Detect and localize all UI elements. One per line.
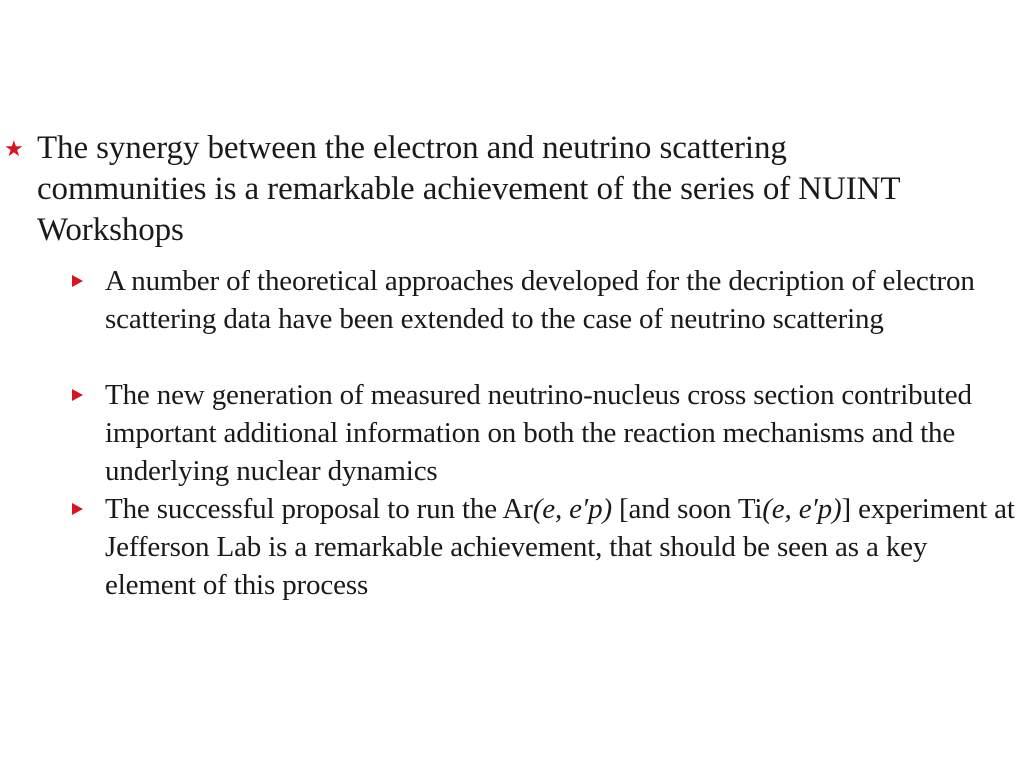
main-bullet-text: The synergy between the electron and neutrino scattering communities is a remarkable achievement of the series of NUINT Workshops: [37, 130, 900, 248]
sub-bullet-text: A number of theoretical approaches developed for the decription of electron scattering data have been extended to the case of neutrino scattering: [105, 265, 975, 335]
sub-bullet-text: [105, 490, 1017, 604]
triangle-bullet-icon: [72, 503, 83, 515]
triangle-bullet-icon: [72, 389, 83, 401]
titanium-reaction: (e, e′p): [762, 493, 842, 525]
sub-bullet-item: [0, 490, 1024, 604]
titanium-symbol: Ti: [737, 493, 763, 525]
sub-bullet-item: [0, 262, 1024, 376]
sub-bullet-list: [0, 262, 1024, 604]
text-segment: [and soon: [611, 493, 738, 525]
triangle-bullet-icon: [72, 275, 83, 287]
sub-bullet-item: [0, 376, 1024, 490]
star-icon: ★: [4, 136, 24, 161]
sub-bullet-text: The new generation of measured neutrino-nucleus cross section contributed important additional information on both the reaction mechanisms and the underlying nuclear dynamics: [105, 379, 972, 487]
text-segment: ] experiment at Jefferson Lab is a remarkable achievement, that should be seen as a key element of this process: [105, 493, 1015, 601]
argon-reaction: (e, e′p): [532, 493, 612, 525]
text-segment: The successful proposal to run the: [105, 493, 503, 525]
argon-symbol: Ar: [502, 493, 533, 525]
